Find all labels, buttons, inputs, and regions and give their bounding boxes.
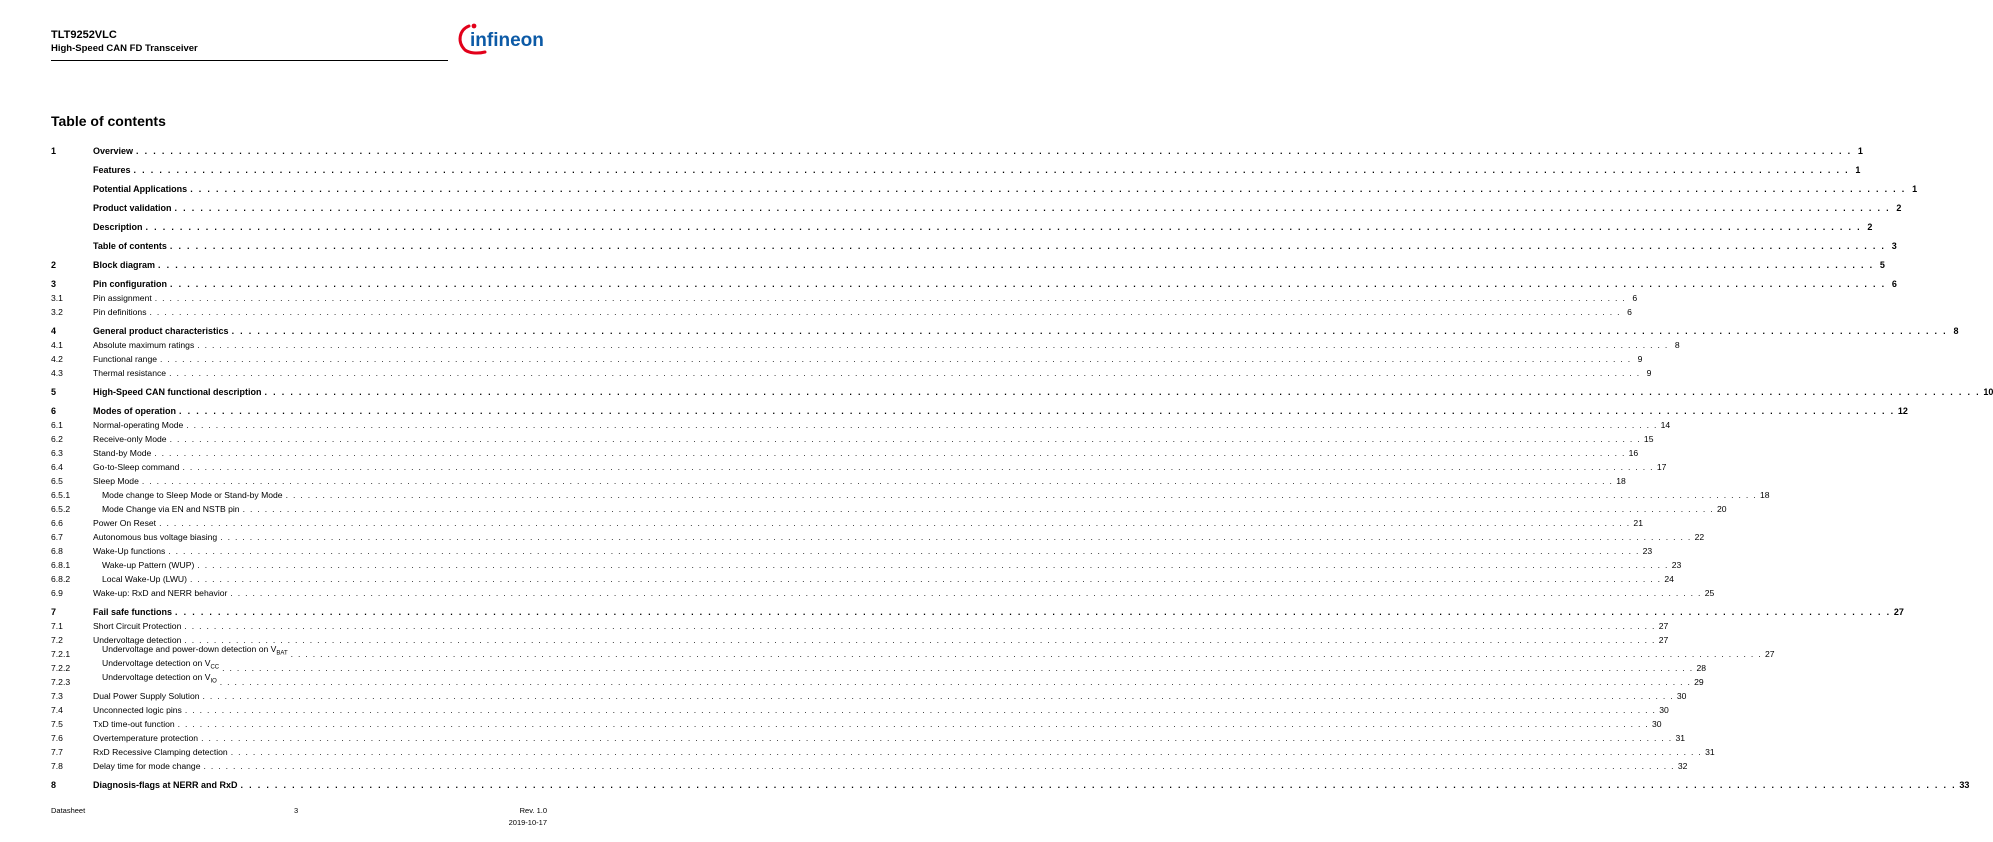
toc-entry-number: 6.5.1 (51, 490, 71, 500)
toc-entry-page: 30 (1659, 705, 1669, 715)
toc-entry[interactable] (51, 606, 1904, 618)
toc-entry-title-text: Undervoltage detection (93, 635, 182, 645)
toc-dot-leader: . . . . . . . . . . . . . . . . . . . . . . . . . . . . . . . . . . . . . . . . . . . . . . . . . . . . . . . . . . . . . . . . . . . . . . . . . . . . . . . . . . . . . . . . . . . . . . . . . . . . . . . . . . . . . . . . . . . . . . . . . . . . . . . . . . . . . . . . . . . . . . . . . . . . . . . . . . . . . . . . . . . . . . . . . . . . . . . . . . . . . . . . . . . . . . . . . . . . . . . . (177, 719, 1650, 729)
toc-entry-number: 2 (51, 260, 57, 270)
toc-entry-subscript: BAT (276, 651, 288, 657)
toc-entry-title-text: Go-to-Sleep command (93, 462, 180, 472)
toc-entry-title[interactable] (93, 733, 198, 744)
toc-entry-page: 2 (1896, 203, 1902, 213)
toc-entry-title-text: Undervoltage detection on V (102, 672, 211, 683)
toc-dot-leader: . . . . . . . . . . . . . . . . . . . . . . . . . . . . . . . . . . . . . . . . . . . . . . . . . . . . . . . . . . . . . . . . . . . . . . . . . . . . . . . . . . . . . . . . . . . . . . . . . . . . . . . . . . . . . . . . . . . . . . . . . . . . . . . . . . . . . . . . . . . . . . . . . . . . . . . . . . . . . . . . . . . . . . . . . . . . . . . . . . . . . . . . . . . . . . . . . . . . . . . . (133, 165, 1850, 175)
toc-entry-title[interactable] (93, 705, 182, 716)
toc-entry[interactable] (51, 306, 1632, 318)
toc-entry-title-text: Normal-operating Mode (93, 420, 184, 430)
toc-entry-number: 7.2.2 (51, 663, 71, 673)
toc-entry[interactable] (51, 353, 1643, 365)
toc-entry[interactable] (51, 573, 1674, 585)
toc-entry[interactable] (51, 202, 1902, 214)
toc-entry-page: 18 (1759, 490, 1770, 500)
toc-entry-title-text: Local Wake-Up (LWU) (102, 574, 187, 584)
toc-dot-leader: . . . . . . . . . . . . . . . . . . . . . . . . . . . . . . . . . . . . . . . . . . . . . . . . . . . . . . . . . . . . . . . . . . . . . . . . . . . . . . . . . . . . . . . . . . . . . . . . . . . . . . . . . . . . . . . . . . . . . . . . . . . . . . . . . . . . . . . . . . . . . . . . . . . . . . . . . . . . . . . . . . . . . . . . . . . . . . . . . . . . . . . . . . . . . . . . . . . . . . . . (169, 241, 1886, 251)
toc-entry-number: 6.7 (51, 532, 63, 542)
toc-entry-page: 30 (1676, 691, 1687, 701)
toc-entry-title[interactable] (93, 293, 152, 304)
toc-entry-title-text: Wake-up Pattern (WUP) (102, 560, 195, 570)
toc-entry[interactable] (51, 339, 1680, 351)
toc-entry-page: 3 (1891, 241, 1897, 251)
toc-entry[interactable] (51, 718, 1662, 730)
toc-entry-number: 6.8.1 (51, 560, 71, 570)
toc-entry-title-text: General product characteristics (93, 326, 229, 336)
toc-entry-title-text: Block diagram (93, 260, 156, 270)
toc-entry[interactable] (51, 475, 1626, 487)
toc-entry-title-text: Stand-by Mode (93, 448, 152, 458)
toc-entry-title[interactable] (93, 260, 155, 271)
toc-dot-leader: . . . . . . . . . . . . . . . . . . . . . . . . . . . . . . . . . . . . . . . . . . . . . . . . . . . . . . . . . . . . . . . . . . . . . . . . . . . . . . . . . . . . . . . . . . . . . . . . . . . . . . . . . . . . . . . . . . . . . . . . . . . . . . . . . . . . . . . . . . . . . . . . . . . . . . . . . . . . . . . . . . . . . . . . . . . . . . . . . . . . . . . . . . . . . . . . . . . . . . . . (240, 780, 1957, 790)
toc-entry-title[interactable] (93, 406, 176, 417)
toc-dot-leader: . . . . . . . . . . . . . . . . . . . . . . . . . . . . . . . . . . . . . . . . . . . . . . . . . . . . . . . . . . . . . . . . . . . . . . . . . . . . . . . . . . . . . . . . . . . . . . . . . . . . . . . . . . . . . . . . . . . . . . . . . . . . . . . . . . . . . . . . . . . . . . . . . . . . . . . . . . . . . . . . . . . . . . . . . . . . . . . . . . . . . . . . . . . . . . . . . . . . . . . . (231, 326, 1948, 336)
toc-entry-title[interactable] (93, 747, 228, 758)
toc-entry-page: 6 (1891, 279, 1897, 289)
toc-dot-leader: . . . . . . . . . . . . . . . . . . . . . . . . . . . . . . . . . . . . . . . . . . . . . . . . . . . . . . . . . . . . . . . . . . . . . . . . . . . . . . . . . . . . . . . . . . . . . . . . . . . . . . . . . . . . . . . . . . . . . . . . . . . . . . . . . . . . . . . . . . . . . . . . . . . . . . . . . . . . . . . . . . . . . . . . . . . . . . . . . . . . . . . . . . . . . . . . . . . . . . . . (242, 504, 1714, 514)
toc-entry-number: 7.6 (51, 733, 63, 743)
toc-entry[interactable] (51, 690, 1687, 702)
toc-entry-title[interactable] (93, 279, 167, 290)
toc-entry-title[interactable] (93, 420, 183, 431)
toc-entry[interactable] (51, 760, 1688, 772)
toc-entry-title-text: Mode change to Sleep Mode or Stand-by Mode (102, 490, 283, 500)
toc-entry-title-text: Thermal resistance (93, 368, 167, 378)
toc-entry-subscript: IO (210, 679, 217, 685)
toc-entry-title[interactable] (93, 448, 151, 459)
toc-dot-leader: . . . . . . . . . . . . . . . . . . . . . . . . . . . . . . . . . . . . . . . . . . . . . . . . . . . . . . . . . . . . . . . . . . . . . . . . . . . . . . . . . . . . . . . . . . . . . . . . . . . . . . . . . . . . . . . . . . . . . . . . . . . . . . . . . . . . . . . . . . . . . . . . . . . . . . . . . . . . . . . . . . . . . . . . . . . . . . . . . . . . . . . . . . . . . . . . . . . . . . . . (184, 621, 1656, 631)
toc-entry-number: 7.2.3 (51, 677, 71, 687)
toc-entry[interactable] (51, 433, 1654, 445)
toc-dot-leader: . . . . . . . . . . . . . . . . . . . . . . . . . . . . . . . . . . . . . . . . . . . . . . . . . . . . . . . . . . . . . . . . . . . . . . . . . . . . . . . . . . . . . . . . . . . . . . . . . . . . . . . . . . . . . . . . . . . . . . . . . . . . . . . . . . . . . . . . . . . . . . . . . . . . . . . . . . . . . . . . . . . . . . . . . . . . . . . . . . . . . . . . . . . . . . . . . . . . . . . . (202, 691, 1674, 701)
toc-entry-title[interactable] (93, 621, 181, 632)
toc-entry-number: 4.3 (51, 368, 63, 378)
toc-dot-leader: . . . . . . . . . . . . . . . . . . . . . . . . . . . . . . . . . . . . . . . . . . . . . . . . . . . . . . . . . . . . . . . . . . . . . . . . . . . . . . . . . . . . . . . . . . . . . . . . . . . . . . . . . . . . . . . . . . . . . . . . . . . . . . . . . . . . . . . . . . . . . . . . . . . . . . . . . . . . . . . . . . . . . . . . . . . . . . . . . . . . . . . . . . . . . . . . . . . . . . . . (186, 420, 1658, 430)
footer-page-number: 3 (294, 806, 299, 815)
header-divider (51, 60, 448, 61)
toc-dot-leader: . . . . . . . . . . . . . . . . . . . . . . . . . . . . . . . . . . . . . . . . . . . . . . . . . . . . . . . . . . . . . . . . . . . . . . . . . . . . . . . . . . . . . . . . . . . . . . . . . . . . . . . . . . . . . . . . . . . . . . . . . . . . . . . . . . . . . . . . . . . . . . . . . . . . . . . . . . . . . . . . . . . . . . . . . . . . . . . . . . . . . . . . . . . . . . . . . . . . . . . . (190, 184, 1907, 194)
toc-entry-title[interactable] (93, 780, 238, 791)
logo-text: infineon (470, 30, 544, 51)
toc-dot-leader: . . . . . . . . . . . . . . . . . . . . . . . . . . . . . . . . . . . . . . . . . . . . . . . . . . . . . . . . . . . . . . . . . . . . . . . . . . . . . . . . . . . . . . . . . . . . . . . . . . . . . . . . . . . . . . . . . . . . . . . . . . . . . . . . . . . . . . . . . . . . . . . . . . . . . . . . . . . . . . . . . . . . . . . . . . . . . . . . . . . . . . . . . . . . . . . . . . . . . . . . (230, 588, 1702, 598)
footer-date: 2019-10-17 (508, 818, 547, 827)
toc-entry-number: 7.1 (51, 621, 63, 631)
toc-entry-page: 25 (1704, 588, 1715, 598)
toc-entry[interactable] (51, 145, 1863, 157)
toc-entry[interactable] (51, 559, 1682, 571)
toc-dot-leader: . . . . . . . . . . . . . . . . . . . . . . . . . . . . . . . . . . . . . . . . . . . . . . . . . . . . . . . . . . . . . . . . . . . . . . . . . . . . . . . . . . . . . . . . . . . . . . . . . . . . . . . . . . . . . . . . . . . . . . . . . . . . . . . . . . . . . . . . . . . . . . . . . . . . . . . . . . . . . . . . . . . . . . . . . . . . . . . . . . . . . . . . . . . . . . . . . . . . . . . . (154, 448, 1626, 458)
toc-entry-title-text: High-Speed CAN functional description (93, 387, 262, 397)
toc-entry-title-text: Dual Power Supply Solution (93, 691, 200, 701)
toc-entry-title-text: Diagnosis-flags at NERR and RxD (93, 780, 238, 790)
toc-entry[interactable] (51, 746, 1715, 758)
toc-entry-title-text: Power On Reset (93, 518, 157, 528)
toc-entry-title[interactable] (93, 368, 166, 379)
toc-entry[interactable] (51, 259, 1885, 271)
toc-dot-leader: . . . . . . . . . . . . . . . . . . . . . . . . . . . . . . . . . . . . . . . . . . . . . . . . . . . . . . . . . . . . . . . . . . . . . . . . . . . . . . . . . . . . . . . . . . . . . . . . . . . . . . . . . . . . . . . . . . . . . . . . . . . . . . . . . . . . . . . . . . . . . . . . . . . . . . . . . . . . . . . . . . . . . . . . . . . . . . . . . . . . . . . . . . . . . . . . . . . . . . . . (290, 649, 1762, 659)
toc-entry-title[interactable] (93, 307, 147, 318)
toc-entry-title-text: Delay time for mode change (93, 761, 201, 771)
toc-entry-number: 6.4 (51, 462, 63, 472)
toc-entry[interactable] (51, 405, 1908, 417)
toc-entry-title[interactable] (93, 691, 200, 702)
toc-entry-title[interactable] (93, 490, 283, 501)
toc-entry-page: 22 (1694, 532, 1705, 542)
toc-entry-number: 1 (51, 146, 57, 156)
toc-entry-title[interactable] (93, 241, 167, 252)
toc-entry-title[interactable] (93, 165, 131, 176)
toc-entry[interactable] (51, 672, 1704, 688)
toc-entry-title[interactable] (93, 340, 194, 351)
toc-entry-title-text: Features (93, 165, 131, 175)
toc-dot-leader: . . . . . . . . . . . . . . . . . . . . . . . . . . . . . . . . . . . . . . . . . . . . . . . . . . . . . . . . . . . . . . . . . . . . . . . . . . . . . . . . . . . . . . . . . . . . . . . . . . . . . . . . . . . . . . . . . . . . . . . . . . . . . . . . . . . . . . . . . . . . . . . . . . . . . . . . . . . . . . . . . . . . . . . . . . . . . . . . . . . . . . . . . . . . . . . . . . . . . . . . (197, 340, 1669, 350)
toc-entry-title-text: Receive-only Mode (93, 434, 167, 444)
toc-entry-page: 31 (1675, 733, 1686, 743)
toc-entry-number: 7.4 (51, 705, 63, 715)
toc-entry-number: 6.6 (51, 518, 63, 528)
toc-entry-number: 6.3 (51, 448, 63, 458)
toc-dot-leader: . . . . . . . . . . . . . . . . . . . . . . . . . . . . . . . . . . . . . . . . . . . . . . . . . . . . . . . . . . . . . . . . . . . . . . . . . . . . . . . . . . . . . . . . . . . . . . . . . . . . . . . . . . . . . . . . . . . . . . . . . . . . . . . . . . . . . . . . . . . . . . . . . . . . . . . . . . . . . . . . . . . . . . . . . . . . . . . . . . . . . . . . . . . . . . . . . . . . . . . . (160, 354, 1632, 364)
toc-dot-leader: . . . . . . . . . . . . . . . . . . . . . . . . . . . . . . . . . . . . . . . . . . . . . . . . . . . . . . . . . . . . . . . . . . . . . . . . . . . . . . . . . . . . . . . . . . . . . . . . . . . . . . . . . . . . . . . . . . . . . . . . . . . . . . . . . . . . . . . . . . . . . . . . . . . . . . . . . . . . . . . . . . . . . . . . . . . . . . . . . . . . . . . . . . . . . . . . . . . . . . . . (285, 490, 1757, 500)
toc-entry[interactable] (51, 240, 1897, 252)
toc-entry-page: 10 (1983, 387, 1993, 397)
toc-entry-title[interactable] (93, 588, 227, 599)
toc-entry-title[interactable] (93, 203, 172, 214)
toc-dot-leader: . . . . . . . . . . . . . . . . . . . . . . . . . . . . . . . . . . . . . . . . . . . . . . . . . . . . . . . . . . . . . . . . . . . . . . . . . . . . . . . . . . . . . . . . . . . . . . . . . . . . . . . . . . . . . . . . . . . . . . . . . . . . . . . . . . . . . . . . . . . . . . . . . . . . . . . . . . . . . . . . . . . . . . . . . . . . . . . . . . . . . . . . . . . . . . . . . . . . . . . . (220, 532, 1692, 542)
toc-entry-title-text: Pin configuration (93, 279, 167, 289)
toc-entry-title[interactable] (93, 146, 133, 157)
toc-entry-page: 6 (1627, 307, 1632, 317)
toc-entry-page: 1 (1857, 146, 1863, 156)
toc-dot-leader: . . . . . . . . . . . . . . . . . . . . . . . . . . . . . . . . . . . . . . . . . . . . . . . . . . . . . . . . . . . . . . . . . . . . . . . . . . . . . . . . . . . . . . . . . . . . . . . . . . . . . . . . . . . . . . . . . . . . . . . . . . . . . . . . . . . . . . . . . . . . . . . . . . . . . . . . . . . . . . . . . . . . . . . . . . . . . . . . . . . . . . . . . . . . . . . . . . . . . . . . (264, 387, 1981, 397)
toc-entry-title-text: Pin definitions (93, 307, 147, 317)
toc-entry-title-text: Modes of operation (93, 406, 176, 416)
toc-dot-leader: . . . . . . . . . . . . . . . . . . . . . . . . . . . . . . . . . . . . . . . . . . . . . . . . . . . . . . . . . . . . . . . . . . . . . . . . . . . . . . . . . . . . . . . . . . . . . . . . . . . . . . . . . . . . . . . . . . . . . . . . . . . . . . . . . . . . . . . . . . . . . . . . . . . . . . . . . . . . . . . . . . . . . . . . . . . . . . . . . . . . . . . . . . . . . . . . . . . . . . . . (179, 406, 1895, 416)
toc-entry-title-text: Pin assignment (93, 293, 152, 303)
toc-entry-page: 9 (1637, 354, 1643, 364)
toc-entry-page: 16 (1628, 448, 1639, 458)
toc-entry[interactable] (51, 447, 1639, 459)
toc-entry-number: 4 (51, 326, 57, 336)
toc-dot-leader: . . . . . . . . . . . . . . . . . . . . . . . . . . . . . . . . . . . . . . . . . . . . . . . . . . . . . . . . . . . . . . . . . . . . . . . . . . . . . . . . . . . . . . . . . . . . . . . . . . . . . . . . . . . . . . . . . . . . . . . . . . . . . . . . . . . . . . . . . . . . . . . . . . . . . . . . . . . . . . . . . . . . . . . . . . . . . . . . . . . . . . . . . . . . . . . . . . . . . . . . (168, 546, 1640, 556)
toc-entry-page: 27 (1893, 607, 1904, 617)
toc-entry-page: 12 (1897, 406, 1908, 416)
toc-entry-number: 6.2 (51, 434, 63, 444)
toc-entry-number: 6 (51, 406, 57, 416)
toc-entry[interactable] (51, 503, 1727, 515)
toc-entry-title-text: Description (93, 222, 143, 232)
toc-dot-leader: . . . . . . . . . . . . . . . . . . . . . . . . . . . . . . . . . . . . . . . . . . . . . . . . . . . . . . . . . . . . . . . . . . . . . . . . . . . . . . . . . . . . . . . . . . . . . . . . . . . . . . . . . . . . . . . . . . . . . . . . . . . . . . . . . . . . . . . . . . . . . . . . . . . . . . . . . . . . . . . . . . . . . . . . . . . . . . . . . . . . . . . . . . . . . . . . . . . . . . . . (159, 518, 1631, 528)
toc-entry[interactable] (51, 517, 1643, 529)
toc-entry[interactable] (51, 779, 1970, 791)
toc-entry-number: 7.8 (51, 761, 63, 771)
toc-entry-page: 1 (1855, 165, 1861, 175)
footer-doc-type: Datasheet (51, 806, 86, 815)
toc-entry[interactable] (51, 367, 1652, 379)
toc-entry-page: 5 (1879, 260, 1885, 270)
toc-entry-title[interactable] (93, 672, 217, 688)
toc-entry-title-text: Sleep Mode (93, 476, 139, 486)
toc-dot-leader: . . . . . . . . . . . . . . . . . . . . . . . . . . . . . . . . . . . . . . . . . . . . . . . . . . . . . . . . . . . . . . . . . . . . . . . . . . . . . . . . . . . . . . . . . . . . . . . . . . . . . . . . . . . . . . . . . . . . . . . . . . . . . . . . . . . . . . . . . . . . . . . . . . . . . . . . . . . . . . . . . . . . . . . . . . . . . . . . . . . . . . . . . . . . . . . . . . . . . . . . (190, 574, 1662, 584)
toc-entry-page: 23 (1671, 560, 1682, 570)
toc-dot-leader: . . . . . . . . . . . . . . . . . . . . . . . . . . . . . . . . . . . . . . . . . . . . . . . . . . . . . . . . . . . . . . . . . . . . . . . . . . . . . . . . . . . . . . . . . . . . . . . . . . . . . . . . . . . . . . . . . . . . . . . . . . . . . . . . . . . . . . . . . . . . . . . . . . . . . . . . . . . . . . . . . . . . . . . . . . . . . . . . . . . . . . . . . . . . . . . . . . . . . . . . (169, 368, 1641, 378)
toc-entry-title-text: Wake-up: RxD and NERR behavior (93, 588, 228, 598)
toc-entry[interactable] (51, 531, 1705, 543)
toc-entry-page: 8 (1674, 340, 1680, 350)
toc-entry-title-text: Table of contents (93, 241, 167, 251)
toc-entry-page: 18 (1616, 476, 1626, 486)
toc-entry-page: 28 (1696, 663, 1707, 673)
toc-entry-number: 4.2 (51, 354, 63, 364)
toc-entry[interactable] (51, 292, 1638, 304)
footer-revision: Rev. 1.0 (519, 806, 547, 815)
toc-dot-leader: . . . . . . . . . . . . . . . . . . . . . . . . . . . . . . . . . . . . . . . . . . . . . . . . . . . . . . . . . . . . . . . . . . . . . . . . . . . . . . . . . . . . . . . . . . . . . . . . . . . . . . . . . . . . . . . . . . . . . . . . . . . . . . . . . . . . . . . . . . . . . . . . . . . . . . . . . . . . . . . . . . . . . . . . . . . . . . . . . . . . . . . . . . . . . . . . . . . . . . . . (230, 747, 1703, 757)
toc-entry-page: 27 (1764, 649, 1775, 659)
toc-dot-leader: . . . . . . . . . . . . . . . . . . . . . . . . . . . . . . . . . . . . . . . . . . . . . . . . . . . . . . . . . . . . . . . . . . . . . . . . . . . . . . . . . . . . . . . . . . . . . . . . . . . . . . . . . . . . . . . . . . . . . . . . . . . . . . . . . . . . . . . . . . . . . . . . . . . . . . . . . . . . . . . . . . . . . . . . . . . . . . . . . . . . . . . . . . . . . . . . . . . . . . . . (149, 307, 1621, 317)
toc-entry-title-text: Overview (93, 146, 134, 156)
toc-entry-page: 30 (1652, 719, 1662, 729)
toc-dot-leader: . . . . . . . . . . . . . . . . . . . . . . . . . . . . . . . . . . . . . . . . . . . . . . . . . . . . . . . . . . . . . . . . . . . . . . . . . . . . . . . . . . . . . . . . . . . . . . . . . . . . . . . . . . . . . . . . . . . . . . . . . . . . . . . . . . . . . . . . . . . . . . . . . . . . . . . . . . . . . . . . . . . . . . . . . . . . . . . . . . . . . . . . . . . . . . . . . . . . . . . . (158, 260, 1874, 270)
toc-entry[interactable] (51, 620, 1669, 632)
toc-entry-subscript: CC (210, 665, 220, 671)
toc-dot-leader: . . . . . . . . . . . . . . . . . . . . . . . . . . . . . . . . . . . . . . . . . . . . . . . . . . . . . . . . . . . . . . . . . . . . . . . . . . . . . . . . . . . . . . . . . . . . . . . . . . . . . . . . . . . . . . . . . . . . . . . . . . . . . . . . . . . . . . . . . . . . . . . . . . . . . . . . . . . . . . . . . . . . . . . . . . . . . . . . . . . . . . . . . . . . . . . . . . . . . . . . (222, 663, 1694, 673)
toc-entry-number: 6.8 (51, 546, 63, 556)
toc-entry[interactable] (51, 545, 1653, 557)
toc-entry-page: 33 (1959, 780, 1970, 790)
toc-entry[interactable] (51, 386, 1993, 398)
toc-entry-title[interactable] (93, 560, 194, 571)
toc-dot-leader: . . . . . . . . . . . . . . . . . . . . . . . . . . . . . . . . . . . . . . . . . . . . . . . . . . . . . . . . . . . . . . . . . . . . . . . . . . . . . . . . . . . . . . . . . . . . . . . . . . . . . . . . . . . . . . . . . . . . . . . . . . . . . . . . . . . . . . . . . . . . . . . . . . . . . . . . . . . . . . . . . . . . . . . . . . . . . . . . . . . . . . . . . . . . . . . . . . . . . . . . (145, 222, 1862, 232)
toc-entry-number: 7.5 (51, 719, 63, 729)
toc-dot-leader: . . . . . . . . . . . . . . . . . . . . . . . . . . . . . . . . . . . . . . . . . . . . . . . . . . . . . . . . . . . . . . . . . . . . . . . . . . . . . . . . . . . . . . . . . . . . . . . . . . . . . . . . . . . . . . . . . . . . . . . . . . . . . . . . . . . . . . . . . . . . . . . . . . . . . . . . . . . . . . . . . . . . . . . . . . . . . . . . . . . . . . . . . . . . . . . . . . . . . . . . (219, 677, 1692, 687)
toc-entry-page: 27 (1658, 621, 1669, 631)
toc-dot-leader: . . . . . . . . . . . . . . . . . . . . . . . . . . . . . . . . . . . . . . . . . . . . . . . . . . . . . . . . . . . . . . . . . . . . . . . . . . . . . . . . . . . . . . . . . . . . . . . . . . . . . . . . . . . . . . . . . . . . . . . . . . . . . . . . . . . . . . . . . . . . . . . . . . . . . . . . . . . . . . . . . . . . . . . . . . . . . . . . . . . . . . . . . . . . . . . . . . . . . . . . (169, 434, 1641, 444)
toc-entry-title[interactable] (93, 184, 187, 195)
toc-entry-title-text: Short Circuit Protection (93, 621, 182, 631)
toc-entry-page: 17 (1656, 462, 1667, 472)
toc-entry-number: 6.8.2 (51, 574, 71, 584)
toc-entry-title-text: Autonomous bus voltage biasing (93, 532, 218, 542)
toc-entry-page: 2 (1867, 222, 1873, 232)
toc-entry-title-text: Mode Change via EN and NSTB pin (102, 504, 240, 514)
toc-entry-number: 7 (51, 607, 57, 617)
toc-entry[interactable] (51, 278, 1897, 290)
toc-entry[interactable] (51, 164, 1861, 176)
toc-entry-title[interactable] (93, 222, 143, 233)
toc-entry-title[interactable] (93, 326, 229, 337)
toc-entry-page: 14 (1660, 420, 1671, 430)
toc-dot-leader: . . . . . . . . . . . . . . . . . . . . . . . . . . . . . . . . . . . . . . . . . . . . . . . . . . . . . . . . . . . . . . . . . . . . . . . . . . . . . . . . . . . . . . . . . . . . . . . . . . . . . . . . . . . . . . . . . . . . . . . . . . . . . . . . . . . . . . . . . . . . . . . . . . . . . . . . . . . . . . . . . . . . . . . . . . . . . . . . . . . . . . . . . . . . . . . . . . . . . . . . (136, 146, 1852, 156)
toc-entry[interactable] (51, 183, 1918, 195)
toc-entry-page: 9 (1646, 368, 1652, 378)
toc-dot-leader: . . . . . . . . . . . . . . . . . . . . . . . . . . . . . . . . . . . . . . . . . . . . . . . . . . . . . . . . . . . . . . . . . . . . . . . . . . . . . . . . . . . . . . . . . . . . . . . . . . . . . . . . . . . . . . . . . . . . . . . . . . . . . . . . . . . . . . . . . . . . . . . . . . . . . . . . . . . . . . . . . . . . . . . . . . . . . . . . . . . . . . . . . . . . . . . . . . . . . . . . (170, 279, 1886, 289)
toc-entry-title-text: Unconnected logic pins (93, 705, 182, 715)
toc-entry-title[interactable] (93, 354, 157, 365)
toc-entry-page: 29 (1694, 677, 1704, 687)
toc-entry-number: 3.1 (51, 293, 63, 303)
toc-dot-leader: . . . . . . . . . . . . . . . . . . . . . . . . . . . . . . . . . . . . . . . . . . . . . . . . . . . . . . . . . . . . . . . . . . . . . . . . . . . . . . . . . . . . . . . . . . . . . . . . . . . . . . . . . . . . . . . . . . . . . . . . . . . . . . . . . . . . . . . . . . . . . . . . . . . . . . . . . . . . . . . . . . . . . . . . . . . . . . . . . . . . . . . . . . . . . . . . . . . . . . . . (175, 607, 1891, 617)
toc-entry-title[interactable] (93, 574, 187, 585)
infineon-logo (455, 20, 559, 56)
toc-dot-leader: . . . . . . . . . . . . . . . . . . . . . . . . . . . . . . . . . . . . . . . . . . . . . . . . . . . . . . . . . . . . . . . . . . . . . . . . . . . . . . . . . . . . . . . . . . . . . . . . . . . . . . . . . . . . . . . . . . . . . . . . . . . . . . . . . . . . . . . . . . . . . . . . . . . . . . . . . . . . . . . . . . . . . . . . . . . . . . . . . . . . . . . . . . . . . . . . . . . . . . . . (154, 293, 1627, 303)
toc-dot-leader: . . . . . . . . . . . . . . . . . . . . . . . . . . . . . . . . . . . . . . . . . . . . . . . . . . . . . . . . . . . . . . . . . . . . . . . . . . . . . . . . . . . . . . . . . . . . . . . . . . . . . . . . . . . . . . . . . . . . . . . . . . . . . . . . . . . . . . . . . . . . . . . . . . . . . . . . . . . . . . . . . . . . . . . . . . . . . . . . . . . . . . . . . . . . . . . . . . . . . . . . (182, 462, 1654, 472)
toc-entry-page: 6 (1632, 293, 1638, 303)
toc-entry-number: 7.2.1 (51, 649, 71, 659)
toc-entry-title[interactable] (93, 434, 167, 445)
toc-entry-title-text: Absolute maximum ratings (93, 340, 195, 350)
toc-entry-number: 6.5 (51, 476, 63, 486)
toc-entry-number: 6.5.2 (51, 504, 71, 514)
toc-dot-leader: . . . . . . . . . . . . . . . . . . . . . . . . . . . . . . . . . . . . . . . . . . . . . . . . . . . . . . . . . . . . . . . . . . . . . . . . . . . . . . . . . . . . . . . . . . . . . . . . . . . . . . . . . . . . . . . . . . . . . . . . . . . . . . . . . . . . . . . . . . . . . . . . . . . . . . . . . . . . . . . . . . . . . . . . . . . . . . . . . . . . . . . . . . . . . . . . . . . . . . . . (184, 635, 1656, 645)
toc-entry[interactable] (51, 221, 1873, 233)
toc-entry-title-text: Potential Applications (93, 184, 188, 194)
toc-entry-title-text: Product validation (93, 203, 172, 213)
toc-entry-title[interactable] (93, 518, 156, 529)
toc-entry-title-text: Fail safe functions (93, 607, 173, 617)
toc-entry-page: 27 (1658, 635, 1669, 645)
toc-entry[interactable] (51, 325, 1959, 337)
toc-dot-leader: . . . . . . . . . . . . . . . . . . . . . . . . . . . . . . . . . . . . . . . . . . . . . . . . . . . . . . . . . . . . . . . . . . . . . . . . . . . . . . . . . . . . . . . . . . . . . . . . . . . . . . . . . . . . . . . . . . . . . . . . . . . . . . . . . . . . . . . . . . . . . . . . . . . . . . . . . . . . . . . . . . . . . . . . . . . . . . . . . . . . . . . . . . . . . . . . . . . . . . . . (141, 476, 1614, 486)
toc-entry-number: 6.9 (51, 588, 63, 598)
toc-entry-title[interactable] (93, 504, 240, 515)
section-title: Table of contents (51, 113, 166, 129)
toc-entry-title-text: RxD Recessive Clamping detection (93, 747, 228, 757)
toc-entry-title-text: Wake-Up functions (93, 546, 166, 556)
toc-entry-title[interactable] (93, 719, 175, 730)
toc-entry-title[interactable] (93, 546, 165, 557)
toc-entry-number: 7.3 (51, 691, 63, 701)
toc-entry[interactable] (51, 704, 1669, 716)
toc-entry-title-text: Overtemperature protection (93, 733, 199, 743)
toc-entry-page: 15 (1643, 434, 1654, 444)
toc-entry-title[interactable] (93, 607, 172, 618)
toc-entry-title[interactable] (93, 761, 200, 772)
toc-entry-number: 3.2 (51, 307, 63, 317)
toc-entry-title-text: TxD time-out function (93, 719, 175, 729)
toc-entry[interactable] (51, 419, 1671, 431)
toc-entry-title-text: Undervoltage and power-down detection on V (102, 644, 277, 655)
toc-dot-leader: . . . . . . . . . . . . . . . . . . . . . . . . . . . . . . . . . . . . . . . . . . . . . . . . . . . . . . . . . . . . . . . . . . . . . . . . . . . . . . . . . . . . . . . . . . . . . . . . . . . . . . . . . . . . . . . . . . . . . . . . . . . . . . . . . . . . . . . . . . . . . . . . . . . . . . . . . . . . . . . . . . . . . . . . . . . . . . . . . . . . . . . . . . . . . . . . . . . . . . . . (197, 560, 1669, 570)
toc-entry-title[interactable] (93, 476, 139, 487)
toc-entry-page: 24 (1664, 574, 1674, 584)
toc-entry[interactable] (51, 489, 1770, 501)
document-title: TLT9252VLC (51, 29, 117, 41)
toc-entry-number: 7.2 (51, 635, 63, 645)
toc-entry-title[interactable] (93, 532, 217, 543)
toc-dot-leader: . . . . . . . . . . . . . . . . . . . . . . . . . . . . . . . . . . . . . . . . . . . . . . . . . . . . . . . . . . . . . . . . . . . . . . . . . . . . . . . . . . . . . . . . . . . . . . . . . . . . . . . . . . . . . . . . . . . . . . . . . . . . . . . . . . . . . . . . . . . . . . . . . . . . . . . . . . . . . . . . . . . . . . . . . . . . . . . . . . . . . . . . . . . . . . . . . . . . . . . . (184, 705, 1657, 715)
toc-entry-page: 23 (1642, 546, 1653, 556)
toc-entry-number: 8 (51, 780, 57, 790)
toc-entry-page: 1 (1912, 184, 1918, 194)
toc-entry-page: 20 (1716, 504, 1727, 514)
toc-entry-number: 6.1 (51, 420, 63, 430)
toc-entry[interactable] (51, 587, 1715, 599)
toc-entry-title[interactable] (93, 387, 262, 398)
toc-entry-number: 4.1 (51, 340, 63, 350)
toc-entry-title-text: Functional range (93, 354, 158, 364)
toc-entry-page: 8 (1953, 326, 1959, 336)
toc-entry-title[interactable] (93, 462, 179, 473)
toc-entry-title-text: Undervoltage detection on V (102, 658, 211, 669)
toc-dot-leader: . . . . . . . . . . . . . . . . . . . . . . . . . . . . . . . . . . . . . . . . . . . . . . . . . . . . . . . . . . . . . . . . . . . . . . . . . . . . . . . . . . . . . . . . . . . . . . . . . . . . . . . . . . . . . . . . . . . . . . . . . . . . . . . . . . . . . . . . . . . . . . . . . . . . . . . . . . . . . . . . . . . . . . . . . . . . . . . . . . . . . . . . . . . . . . . . . . . . . . . . (201, 733, 1673, 743)
toc-entry-number: 3 (51, 279, 57, 289)
toc-entry-number: 5 (51, 387, 57, 397)
toc-entry[interactable] (51, 461, 1667, 473)
toc-entry-number: 7.7 (51, 747, 63, 757)
toc-entry-page: 21 (1633, 518, 1643, 528)
toc-entry-page: 31 (1705, 747, 1715, 757)
toc-entry[interactable] (51, 732, 1686, 744)
toc-dot-leader: . . . . . . . . . . . . . . . . . . . . . . . . . . . . . . . . . . . . . . . . . . . . . . . . . . . . . . . . . . . . . . . . . . . . . . . . . . . . . . . . . . . . . . . . . . . . . . . . . . . . . . . . . . . . . . . . . . . . . . . . . . . . . . . . . . . . . . . . . . . . . . . . . . . . . . . . . . . . . . . . . . . . . . . . . . . . . . . . . . . . . . . . . . . . . . . . . . . . . . . . (203, 761, 1675, 771)
toc-dot-leader: . . . . . . . . . . . . . . . . . . . . . . . . . . . . . . . . . . . . . . . . . . . . . . . . . . . . . . . . . . . . . . . . . . . . . . . . . . . . . . . . . . . . . . . . . . . . . . . . . . . . . . . . . . . . . . . . . . . . . . . . . . . . . . . . . . . . . . . . . . . . . . . . . . . . . . . . . . . . . . . . . . . . . . . . . . . . . . . . . . . . . . . . . . . . . . . . . . . . . . . . (174, 203, 1891, 213)
document-subtitle: High-Speed CAN FD Transceiver (51, 43, 198, 54)
toc-entry-page: 32 (1677, 761, 1688, 771)
